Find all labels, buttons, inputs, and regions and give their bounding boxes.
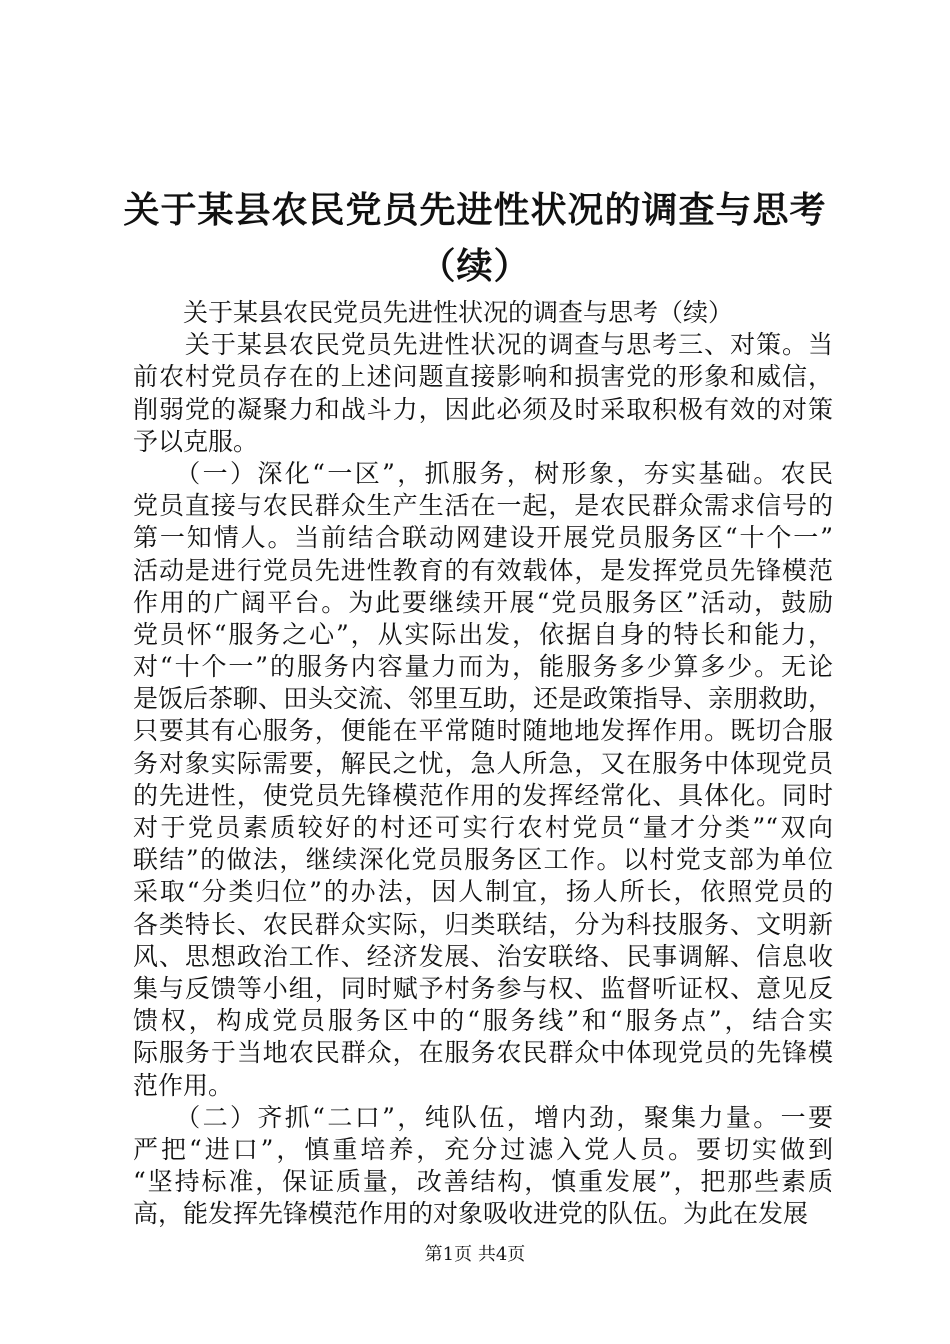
body-line: 务对象实际需要，解民之忧，急人所急，又在服务中体现党员 bbox=[133, 748, 833, 778]
body-line: 第一知情人。当前结合联动网建设开展党员服务区“十个一” bbox=[133, 523, 833, 553]
body-line: 的先进性，使党员先锋模范作用的发挥经常化、具体化。同时 bbox=[133, 780, 833, 810]
body-line: 风、思想政治工作、经济发展、治安联络、民事调解、信息收 bbox=[133, 941, 833, 971]
body-line: 前农村党员存在的上述问题直接影响和损害党的形象和威信， bbox=[133, 362, 833, 392]
body-line: 集与反馈等小组，同时赋予村务参与权、监督听证权、意见反 bbox=[133, 973, 833, 1003]
body-line: 党员直接与农民群众生产生活在一起，是农民群众需求信号的 bbox=[133, 491, 833, 521]
body-line: 是饭后茶聊、田头交流、邻里互助，还是政策指导、亲朋救助， bbox=[133, 684, 834, 714]
body-line: 活动是进行党员先进性教育的有效载体，是发挥党员先锋模范 bbox=[133, 555, 833, 585]
body-line: 高，能发挥先锋模范作用的对象吸收进党的队伍。为此在发展 bbox=[133, 1199, 809, 1229]
body-line: 予以克服。 bbox=[133, 426, 259, 456]
document-body bbox=[133, 297, 833, 1230]
body-line: 采取“分类归位”的办法，因人制宜，扬人所长，依照党员的 bbox=[133, 877, 833, 907]
body-line: 关于某县农民党员先进性状况的调查与思考（续） bbox=[133, 298, 734, 327]
body-line: 关于某县农民党员先进性状况的调查与思考三、对策。当 bbox=[133, 330, 833, 360]
body-line: 只要其有心服务，便能在平常随时随地地发挥作用。既切合服 bbox=[133, 716, 833, 746]
body-line: （二）齐抓“二口”，纯队伍，增内劲，聚集力量。一要 bbox=[133, 1102, 833, 1132]
body-line: 际服务于当地农民群众，在服务农民群众中体现党员的先锋模 bbox=[133, 1038, 833, 1068]
body-line: 对“十个一”的服务内容量力而为，能服务多少算多少。无论 bbox=[133, 652, 833, 682]
body-line: 联结”的做法，继续深化党员服务区工作。以村党支部为单位 bbox=[133, 845, 833, 875]
body-line: 作用的广阔平台。为此要继续开展“党员服务区”活动，鼓励 bbox=[133, 587, 833, 617]
body-line: 馈权，构成党员服务区中的“服务线”和“服务点”，结合实 bbox=[133, 1006, 833, 1036]
body-line: 削弱党的凝聚力和战斗力，因此必须及时采取积极有效的对策 bbox=[133, 394, 833, 424]
body-line: “坚持标准，保证质量，改善结构，慎重发展”，把那些素质 bbox=[133, 1167, 833, 1197]
body-line: 对于党员素质较好的村还可实行农村党员“量才分类”“双向 bbox=[133, 813, 833, 842]
body-line: （一）深化“一区”，抓服务，树形象，夯实基础。农民 bbox=[133, 458, 833, 488]
page-number-footer: 第1页 共4页 bbox=[424, 1244, 526, 1265]
body-line: 严把“进口”，慎重培养，充分过滤入党人员。要切实做到 bbox=[133, 1134, 833, 1164]
body-line: 党员怀“服务之心”，从实际出发，依据自身的特长和能力， bbox=[133, 619, 833, 649]
document-title: 关于某县农民党员先进性状况的调查与思考 bbox=[123, 189, 827, 231]
body-line: 各类特长、农民群众实际，归类联结，分为科技服务、文明新 bbox=[133, 909, 833, 939]
document-title-continued: （续） bbox=[419, 245, 531, 287]
body-line: 范作用。 bbox=[133, 1070, 234, 1100]
